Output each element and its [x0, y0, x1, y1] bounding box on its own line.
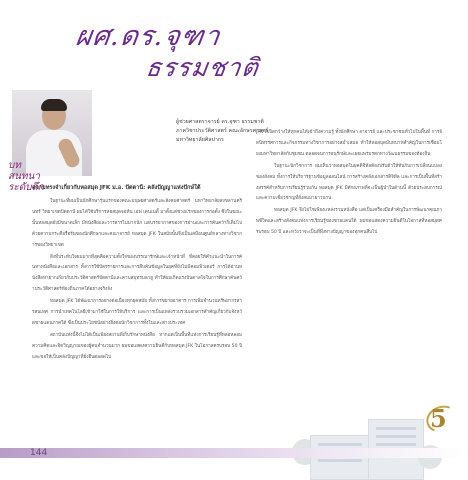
left-paragraph-2: สิ่งที่ประทับใจผมมากที่สุดคือความตั้งใจของบรรณารักษ์และเจ้าหน้าที่ ที่คอยให้คำแนะนำในการค้นหาหนังสือและเอกสาร ทั้งการใช้บัตรรายการและการสืบค้นข้อมูลในยุคที่ยังไม่มีคอมพิวเตอร์ การได้อ่านหนังสือหายากเกี่ยวกับประวัติศาสตร์ปัตตานีและคาบสมุทรมลายู ทำให้ผมเกิดแรงบันดาลใจในการศึกษาค้นคว้าประวัติศาสตร์ท้องถิ่นภาคใต้อย่างจริงจัง	[32, 254, 242, 293]
article-heading: ความทรงจำเกี่ยวกับหอสมุด JFK ม.อ. ปัตตานี: คลังปัญญาแห่งปักษ์ใต้	[32, 185, 201, 191]
author-name: ผู้ช่วยศาสตราจารย์ ดร.จุฑา ธรรมชาติ	[176, 119, 264, 125]
photo-caption-line-1: บทสนทนา	[8, 160, 40, 182]
title-line-1: ผศ.ดร.จุฑา	[73, 21, 223, 52]
footer-band	[0, 448, 468, 458]
anniversary-logo: 5	[422, 402, 462, 438]
author-university: มหาวิทยาลัยศิลปากร	[176, 137, 224, 143]
left-paragraph-3: หอสมุด JFK ได้พัฒนาการอย่างต่อเนื่องทุกยุคสมัย ทั้งการขยายอาคาร การเพิ่มจำนวนทรัพยากรสารสนเทศ การนำเทคโนโลยีเข้ามาใช้ในการให้บริการ และการเป็นแหล่งรวบรวมเอกสารสำคัญเกี่ยวกับจังหวัดชายแดนภาคใต้ ซึ่งเป็นประโยชน์อย่างยิ่งต่อนักวิชาการทั้งในและต่างประเทศ	[32, 299, 242, 326]
left-column	[32, 197, 242, 449]
photo-caption-line-2: ระดับลึก	[8, 182, 44, 193]
page-number: 144	[30, 448, 48, 458]
right-paragraph-2: ในฐานะนักวิชาการ ผมเห็นว่าหอสมุดในยุคดิจิทัลต้องปรับตัวให้ทันกับการเปลี่ยนแปลงของสังคม ทั้งการให้บริการฐานข้อมูลออนไลน์ การสร้างคลังเอกสารดิจิทัล และการเป็นพื้นที่สร้างสรรค์สำหรับการเรียนรู้ร่วมกัน หอสมุด JFK มีศักยภาพที่จะเป็นผู้นำในด้านนี้ ด้วยประสบการณ์และความเชี่ยวชาญที่สั่งสมมายาวนาน	[256, 163, 442, 202]
right-paragraph-1: JFK ที่เปิดกว้างให้ทุกคนได้เข้าถึงความรู้ ทั้งนักศึกษา อาจารย์ และประชาชนทั่วไปในพื้นที่ การจัดนิทรรศการและกิจกรรมทางวิชาการอย่างสม่ำเสมอ ทำให้หอสมุดมีบทบาทสำคัญในการเชื่อมโยงมหาวิทยาลัยกับชุมชน ตลอดจนการอนุรักษ์และเผยแพร่มรดกทางวัฒนธรรมของท้องถิ่น	[256, 130, 442, 157]
title-line-2: ธรรมชาติ	[144, 53, 261, 82]
left-paragraph-4: สถาบันแห่งนี้จึงไม่ได้เป็นเพียงสถานที่เก็บรักษาหนังสือ หากแต่เป็นพื้นที่แห่งการเรียนรู้ที่หล่อหลอมความคิดและจิตวิญญาณของผู้คนจำนวนมาก ผมขอแสดงความยินดีกับหอสมุด JFK ในโอกาสครบรอบ 50 ปี และขอให้เป็นคลังปัญญาที่ยั่งยืนตลอดไป	[32, 332, 242, 360]
right-column	[256, 128, 442, 270]
author-position: ภาควิชาประวัติศาสตร์ คณะอักษรศาสตร์	[176, 128, 269, 134]
right-paragraph-3: หอสมุด JFK จึงไม่ใช่เพียงแหล่งรวมหนังสือ แต่เป็นเครื่องมือสำคัญในการพัฒนาคุณภาพชีวิตและสร้างสังคมแห่งการเรียนรู้ของชายแดนใต้ ผมขอแสดงความยินดีในโอกาสที่หอสมุดครบรอบ 50 ปี และหวังว่าจะเป็นที่พึ่งทางปัญญาของทุกคนสืบไป	[256, 208, 442, 236]
handwritten-title	[73, 14, 261, 84]
left-paragraph-1: ในฐานะที่ผมเป็นนักศึกษารุ่นแรกของคณะมนุษยศาสตร์และสังคมศาสตร์ มหาวิทยาลัยสงขลานครินทร์ วิทยาเขตปัตตานี ผมได้ใช้บริการหอสมุดจอห์น เอฟ เคนเนดี้ มาตั้งแต่ช่วงแรกของการก่อตั้ง ซึ่งในขณะนั้นหอสมุดยังมีขนาดเล็ก มีหนังสือและวารสารไม่มากนัก แต่บรรยากาศของการอ่านและการค้นคว้าก็เต็มไปด้วยความกระตือรือร้นของนักศึกษาและคณาจารย์ หอสมุด JFK ในสมัยนั้นจึงเป็นเสมือนศูนย์กลางทางวิชาการของวิทยาเขต	[32, 199, 242, 248]
